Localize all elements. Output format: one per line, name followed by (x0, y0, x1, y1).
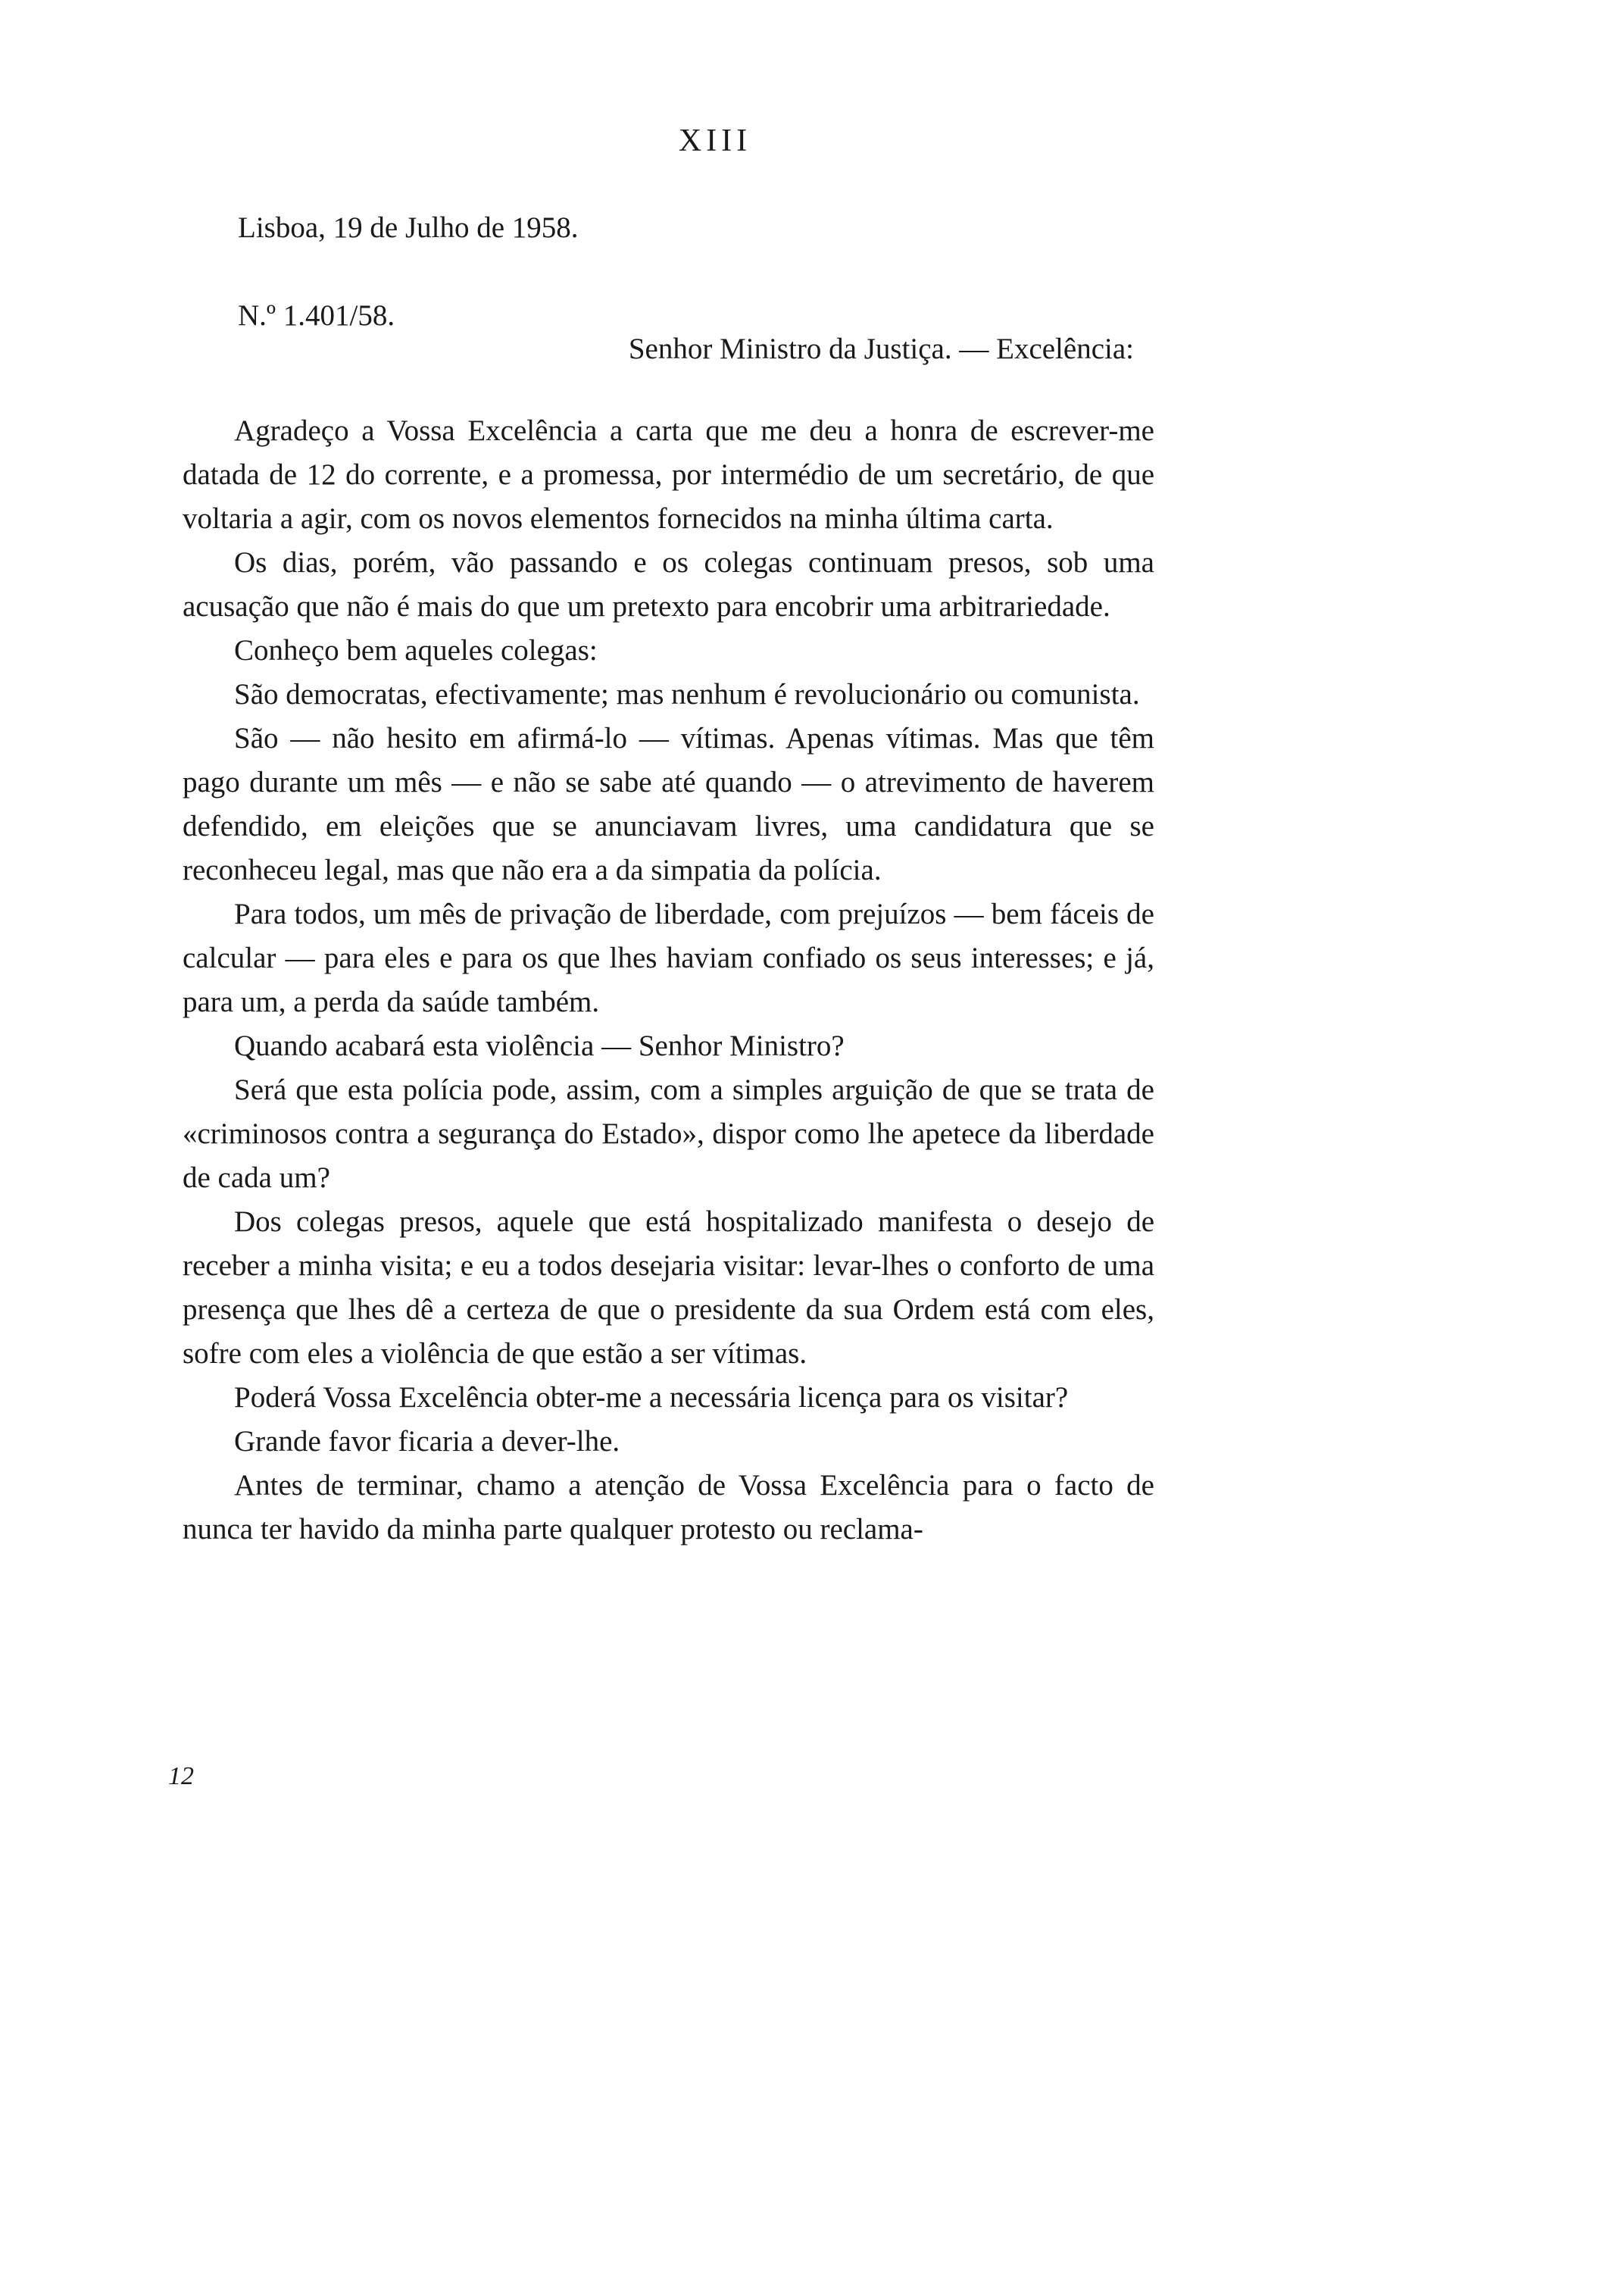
paragraph: Será que esta polícia pode, assim, com a simples arguição de que se trata de «criminosos contra a segurança do Estado», dispor como lhe apetece da liberdade de cada um? (183, 1074, 1154, 1194)
paragraph: São democratas, efectivamente; mas nenhum é revolucionário ou comunista. (234, 678, 1140, 711)
page-number: 12 (168, 1762, 194, 1790)
paragraph: Antes de terminar, chamo a atenção de Vossa Excelência para o facto de nunca ter havido da minha parte qualquer protesto ou reclama- (183, 1469, 1154, 1546)
paragraph: Poderá Vossa Excelência obter-me a necessária licença para os visitar? (234, 1381, 1069, 1414)
salutation: Senhor Ministro da Justiça. — Excelência: (628, 333, 1134, 365)
reference-number: N.º 1.401/58. (238, 299, 395, 332)
paragraph: Conheço bem aqueles colegas: (234, 634, 598, 667)
paragraph: Para todos, um mês de privação de liberdade, com prejuízos — bem fáceis de calcular — para eles e para os que lhes haviam confiado os seus interesses; e já, para um, a perda da saúde também. (183, 898, 1154, 1018)
paragraph: São — não hesito em afirmá-lo — vítimas. Apenas vítimas. Mas que têm pago durante um mês — e não se sabe até quando — o atrevimento de haverem defendido, em eleições que se anunciavam livres, uma candidatura que se reconheceu legal, mas que não era a da simpatia da polícia. (183, 722, 1154, 886)
paragraph: Os dias, porém, vão passando e os colegas continuam presos, sob uma acusação que não é mais do que um pretexto para encobrir uma arbitrariedade. (183, 546, 1154, 623)
paragraph: Quando acabará esta violência — Senhor Ministro? (234, 1030, 845, 1062)
section-numeral: XIII (678, 123, 752, 158)
paragraph: Grande favor ficaria a dever-lhe. (234, 1425, 620, 1458)
paragraph: Dos colegas presos, aquele que está hospitalizado manifesta o desejo de receber a minha visita; e eu a todos desejaria visitar: levar-lhes o conforto de uma presença que lhes dê a certeza de que o presidente da sua Ordem está com eles, sofre com eles a violência de que estão a ser vítimas. (183, 1205, 1154, 1370)
paragraph: Agradeço a Vossa Excelência a carta que me deu a honra de escrever-me datada de 12 do corrente, e a promessa, por intermédio de um secretário, de que voltaria a agir, com os novos elementos fornecidos na minha última carta. (183, 414, 1154, 535)
letter-body (183, 409, 1154, 1552)
place-date-line: Lisboa, 19 de Julho de 1958. (238, 211, 579, 244)
